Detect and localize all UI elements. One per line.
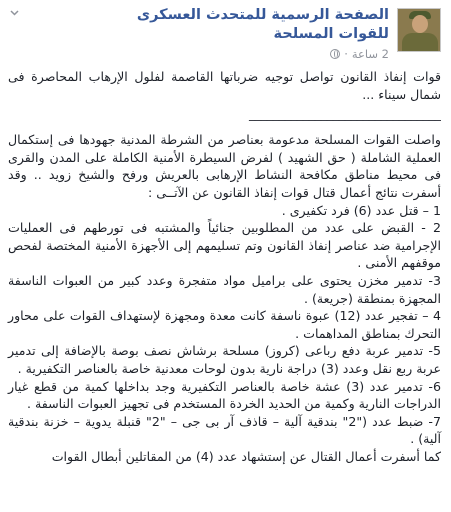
chevron-down-icon[interactable] <box>10 8 19 17</box>
post-paragraph: 2 - القبض على عدد من المطلوبين جنائياً والمشتبه فى تورطهم فى العمليات الإجرامية ضد عناصر إنفاذ القانون وتم تسليمهم إلى الأجهزة الأمنية المختصة لفحص موقفهم الأمنى . <box>8 220 441 271</box>
post-paragraph: واصلت القوات المسلحة مدعومة بعناصر من الشرطة المدنية جهودها فى إستكمال العملية الشاملة ( حق الشهيد ) لفرض السيطرة الأمنية الكاملة على المدن والقرى فى محيط مناطق مكافحة النشاط الإرهابى بالعريش ورفح والشيخ زويد .. وقد أسفرت نتائج أعمال قتال قوات إنفاذ القانون عن الآتــى : <box>8 132 441 200</box>
post-paragraph: 3- تدمير مخزن يحتوى على براميل مواد متفجرة وعدد كبير من العبوات الناسفة المجهزة بمنطقة (جريعة) . <box>8 272 441 306</box>
page-avatar[interactable] <box>397 8 441 52</box>
page-name-link[interactable]: الصفحة الرسمية للمتحدث العسكرى للقوات المسلحة <box>136 7 389 42</box>
post-paragraph: 4 – تفجير عدد (12) عبوة ناسفة كانت معدة ومجهزة لإستهداف القوات على محاور التحرك بمناطق المداهمات . <box>8 308 441 341</box>
post-divider: ________________________________ <box>249 107 441 122</box>
post-subline <box>8 47 389 61</box>
post-paragraph: 1 – قتل عدد (6) فرد تكفيرى . <box>281 202 441 218</box>
post-paragraph: كما أسفرت أعمال القتال عن إستشهاد عدد (4) من المقاتلين أبطال القوات <box>51 448 441 464</box>
post-time[interactable]: 2 ساعة <box>351 47 389 61</box>
post-paragraph: 5- تدمير عربة دفع رباعى (كروز) مسلحة برشاش نصف بوصة بالإضافة إلى تدمير عربة ربع نقل وعدد (3) دراجة نارية بدون لوحات معدنية خاصة بالعناصر التكفيرية . <box>8 343 441 376</box>
globe-icon[interactable] <box>330 49 340 59</box>
post-meta <box>8 6 389 61</box>
post-paragraph: 7- ضبط عدد ("2" بندقية آلية – قاذف آر بى جى – "2" قنبلة يدوية – خزنة بندقية آلية) . <box>8 413 441 447</box>
post-header <box>8 6 441 68</box>
separator-dot: · <box>344 47 348 61</box>
post-intro: قوات إنفاذ القانون تواصل توجيه ضرباتها القاصمة لفلول الإرهاب المحاصرة فى شمال سيناء ... <box>8 69 441 102</box>
post-paragraph: 6- تدمير عدد (3) عشة خاصة بالعناصر التكفيرية وجد بداخلها كمية من قطع غيار الدراجات النارية وكمية من الحديد الخردة المستخدم فى تجهيز العبوات الناسفة . <box>8 378 441 412</box>
post-body <box>8 68 441 465</box>
